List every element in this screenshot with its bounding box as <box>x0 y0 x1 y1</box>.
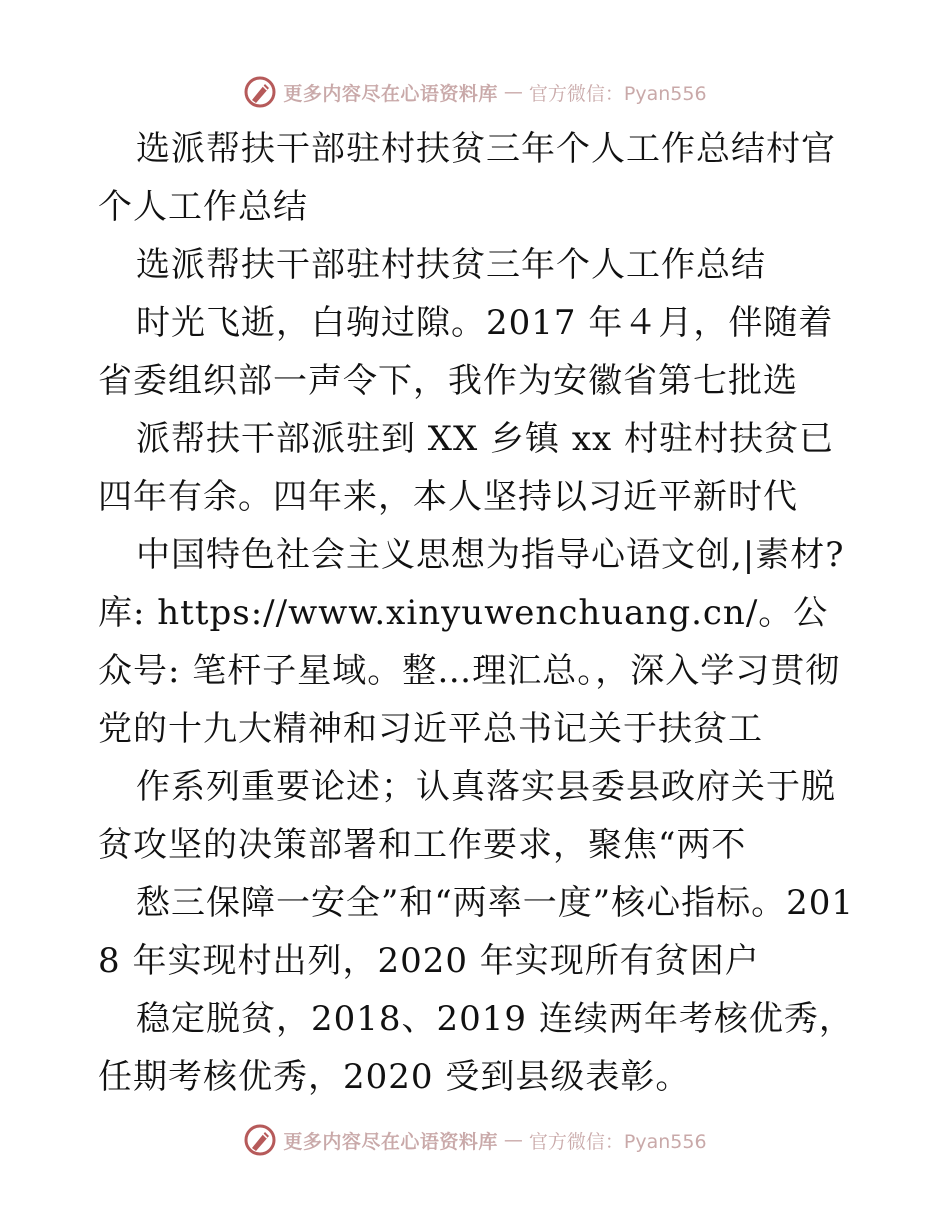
banner-site-name: 更多内容尽在心语资料库 <box>283 82 498 105</box>
paragraph-3: 派帮扶干部派驻到 XX 乡镇 xx 村驻村扶贫已四年有余。四年来，本人坚持以习近平新时代 <box>98 419 834 517</box>
banner-separator: — <box>503 81 523 103</box>
paragraph-1: 选派帮扶干部驻村扶贫三年个人工作总结 <box>136 245 766 285</box>
quill-pen-logo-icon <box>243 75 277 109</box>
header-watermark-banner <box>0 72 950 112</box>
quill-pen-logo-icon <box>243 1123 277 1157</box>
document-title: 选派帮扶干部驻村扶贫三年个人工作总结村官个人工作总结 <box>98 129 836 227</box>
paragraph-6: 愁三保障一安全”和“两率一度”核心指标。2018 年实现村出列，2020 年实现所有贫困户 <box>98 883 855 981</box>
paragraph-4: 中国特色社会主义思想为指导心语文创,|素材?库: https://www.xinyuwenchuang.cn/。公众号: 笔杆子星域。整…理汇总。，深入学习贯彻党的十九大精神和习近平总书记关于扶贫工 <box>98 535 845 749</box>
footer-watermark-banner <box>0 1120 950 1160</box>
banner-separator: — <box>503 1129 523 1151</box>
banner-wechat-id: 官方微信：Pyan556 <box>528 1130 707 1153</box>
paragraph-2: 时光飞逝，白驹过隙。2017 年４月，伴随着省委组织部一声令下，我作为安徽省第七批选 <box>98 303 834 401</box>
document-body <box>98 120 858 1106</box>
footer-watermark-content <box>243 1123 706 1157</box>
banner-wechat-id: 官方微信：Pyan556 <box>528 82 707 105</box>
banner-site-name: 更多内容尽在心语资料库 <box>283 1130 498 1153</box>
paragraph-7: 稳定脱贫，2018、2019 连续两年考核优秀，任期考核优秀，2020 受到县级表彰。 <box>98 999 854 1097</box>
paragraph-5: 作系列重要论述；认真落实县委县政府关于脱贫攻坚的决策部署和工作要求，聚焦“两不 <box>98 767 836 865</box>
header-watermark-content <box>243 75 706 109</box>
